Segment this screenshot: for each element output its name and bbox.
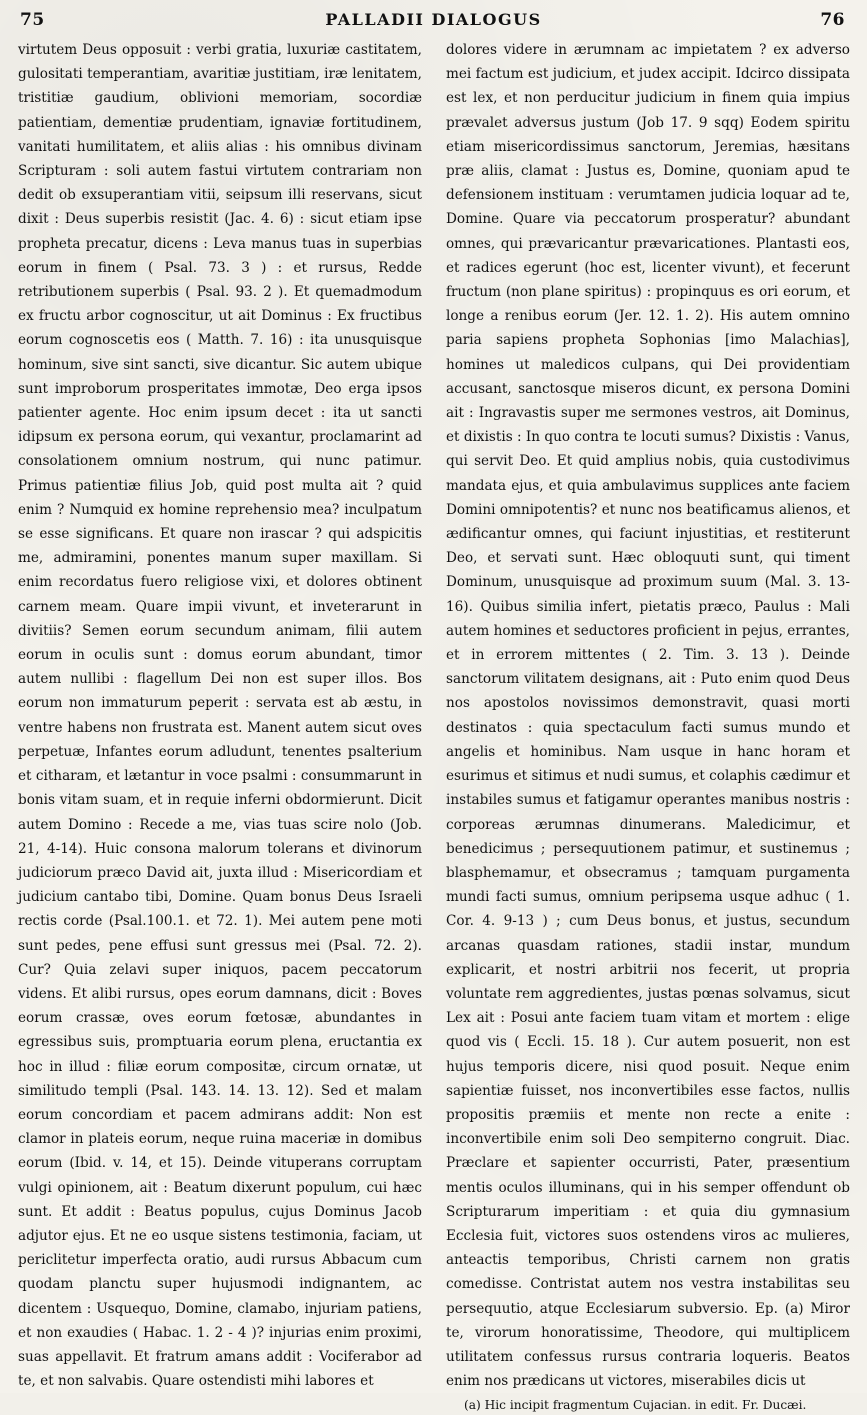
right-column-text: dolores videre in ærumnam ac impietatem ? ex adverso mei factum est judicium, et judex accipit. Idcirco dissipata est lex, et non perducitur judicium in finem quia impius prævalet adversus justum (Job 17. 9 sqq) Eodem spiritu etiam misericordissimus sanctorum, Jeremias, hæsitans præ aliis, clamat : Justus es, Domine, quoniam apud te defensionem instituam : verumtamen judicia loquar ad te, Domine. Quare via peccatorum prosperatur? abundant omnes, qui prævaricantur prævaricationes. Plantasti eos, et radices egerunt (hoc est, licenter vivunt), et fecerunt fructum (non plane spiritus) : propinquus es ori eorum, et longe a renibus eorum (Jer. 12. 1. 2). His autem omnino paria sapiens propheta Sophonias [imo Malachias], homines ut maledicos culpans, qui Dei providentiam accusant, sanctosque miseros dicunt, ex persona Domini ait : Ingravastis super me sermones vestros, ait Dominus, et dixistis : In quo contra te locuti sumus? Dixistis : Vanus, qui servit Deo. Et quid amplius nobis, quia custodivimus mandata ejus, et quia ambulavimus supplices ante faciem Domini omnipotentis? et nunc nos beatificamus alienos, et ædificantur omnes, qui faciunt injustitias, et restiterunt Deo, et servati sunt. Hæc obloquuti sunt, qui timent Dominum, unusquisque ad proximum suum (Mal. 3. 13-16). Quibus similia infert, pietatis præco, Paulus : Mali autem homines et seductores proficient in pejus, errantes, et in errorem mittentes ( 2. Tim. 3. 13 ). Deinde sanctorum vilitatem designans, ait : Puto enim quod Deus nos apostolos novissimos demonstravit, quasi morti destinatos : quia spectaculum facti sumus mundo et angelis et hominibus. Nam usque in hanc horam et esurimus et sitimus et nudi sumus, et colaphis cædimur et instabiles sumus et fatigamur operantes manibus nostris : corporeas ærumnas dinumerans. Maledicimur, et benedicimus ; persequutionem patimur, et sustinemus ; blasphemamur, et obsecramus ; tamquam purgamenta mundi facti sumus, omnium peripsema usque adhuc ( 1. Cor. 4. 9-13 ) ; cum Deus bonus, et justus, secundum arcanas quasdam rationes, stadii instar, mundum explicarit, et nostri arbitrii nos fecerit, ut propria voluntate rem aggredientes, justas pœnas solvamus, sicut Lex ait : Posui ante faciem tuam vitam et mortem : elige quod vis ( Eccli. 15. 18 ). Cur autem posuerit, non est hujus temporis dicere, nisi quod posuit. Neque enim sapientiæ fuisset, nos inconvertibiles esse factos, nullis propositis præmiis et mente non recte a enite : inconvertibile enim soli Deo sempiterno congruit. Diac. Præclare et sapienter occurristi, Pater, præsentium mentis oculos illuminans, qui in his semper offendunt ob Scripturarum imperitiam : et quia diu gymnasium Ecclesia fuit, victores suos ostendens viros ac mulieres, anteactis temporibus, Christi carnem non gratis comedisse. Contristat autem nos vestra instabilitas seu persequutio, atque Ecclesiarum subversio. Ep. (a) Miror te, virorum honoratissime, Theodore, qui multiplicem utilitatem confessus rursus contraria loqueris. Beatos enim nos prædicans ut victores, miserabiles dicis ut bbox=[446, 42, 850, 1390]
left-column-text: virtutem Deus opposuit : verbi gratia, luxuriæ castitatem, gulositati temperantiam, avaritiæ justitiam, iræ lenitatem, tristitiæ gaudium, oblivioni memoriam, socordiæ patientiam, dementiæ prudentiam, ignaviæ fortitudinem, vanitati humilitatem, et aliis alias : his omnibus divinam Scripturam : soli autem fastui virtutem contrariam non dedit ob exsuperantiam vitii, seipsum illi reservans, sicut dixit : Deus superbis resistit (Jac. 4. 6) : sicut etiam ipse propheta precatur, dicens : Leva manus tuas in superbias eorum in finem ( Psal. 73. 3 ) : et rursus, Redde retributionem superbis ( Psal. 93. 2 ). Et quemadmodum ex fructu arbor cognoscitur, ut ait Dominus : Ex fructibus eorum cognoscetis eos ( Matth. 7. 16) : ita unusquisque hominum, sive sint sancti, sive dicantur. Sic autem ubique sunt improborum prosperitates immotæ, Deo erga ipsos patienter agente. Hoc enim ipsum decet : ita ut sancti idipsum ex persona eorum, qui vexantur, proclamarint ad consolationem omnium nostrum, qui nunc patimur. Primus patientiæ filius Job, quid post multa ait ? quid enim ? Numquid ex homine reprehensio mea? inculpatum se esse significans. Et quare non irascar ? qui adspicitis me, admiramini, ponentes manum super maxillam. Si enim recordatus fuero religiose vixi, et dolores obtinent carnem meam. Quare impii vivunt, et inveterarunt in divitiis? Semen eorum secundum animam, filii autem eorum in oculis sunt : domus eorum abundant, timor autem nullibi : flagellum Dei non est super illos. Bos eorum non immaturum peperit : servata est ab æstu, in ventre habens non frustrata est. Manent autem sicut oves perpetuæ, Infantes eorum adludunt, tenentes psalterium et citharam, et lætantur in voce psalmi : consummarunt in bonis vitam suam, et in requie inferni obdormierunt. Dicit autem Domino : Recede a me, vias tuas scire nolo (Job. 21, 4-14). Huic consona malorum tolerans et divinorum judiciorum præco David ait, juxta illud : Misericordiam et judicium cantabo tibi, Domine. Quam bonus Deus Israeli rectis corde (Psal.100.1. et 72. 1). Mei autem pene moti sunt pedes, pene effusi sunt gressus mei (Psal. 72. 2). Cur? Quia zelavi super iniquos, pacem peccatorum videns. Et alibi rursus, opes eorum damnans, dicit : Boves eorum crassæ, oves eorum fœtosæ, abundantes in egressibus suis, promptuaria eorum plena, eructantia ex hoc in illud : filiæ eorum compositæ, circum ornatæ, ut similitudo templi (Psal. 143. 14. 13. 12). Sed et malam eorum concordiam et pacem admirans addit: Non est clamor in plateis eorum, neque ruina maceriæ in domibus eorum (Ibid. v. 14, et 15). Deinde vituperans corruptam vulgi opinionem, ait : Beatum dixerunt populum, cui hæc sunt. Et addit : Beatus populus, cujus Dominus Jacob adjutor ejus. Et ne eo usque sistens testimonia, faciam, ut periclitetur imperfecta oratio, audi rursus Abbacum cum quodam planctu super hujusmodi indignantem, ac dicentem : Usquequo, Domine, clamabo, injuriam patiens, et non exaudies ( Habac. 1. 2 - 4 )? injurias enim proximi, suas appellavit. Et fratrum amans addit : Vociferabor ad te, et non salvabis. Quare ostendisti mihi labores et bbox=[18, 42, 422, 1390]
page-header bbox=[18, 8, 849, 36]
footnote: (a) Hic incipit fragmentum Cujacian. in edit. Fr. Ducæi. bbox=[464, 1398, 807, 1413]
page-number-right: 76 bbox=[820, 10, 845, 30]
left-column bbox=[18, 38, 422, 1390]
running-title: PALLADII DIALOGUS bbox=[325, 10, 542, 29]
right-column bbox=[446, 38, 850, 1413]
page-number-left: 75 bbox=[20, 10, 45, 30]
